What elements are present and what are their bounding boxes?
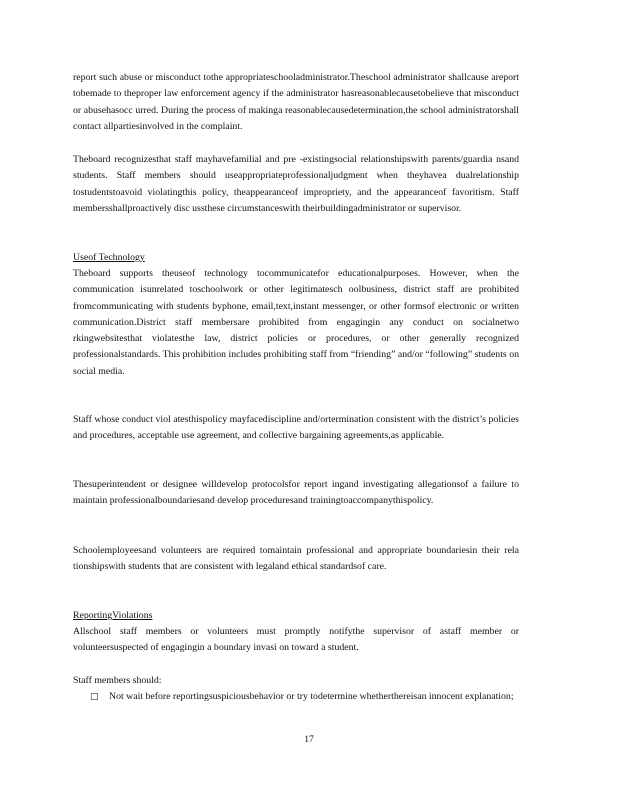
list-intro: Staff members should: — [73, 675, 162, 686]
paragraph-protocols: Thesuperintendent or designee willdevelop protocolsfor report ingand investigating allegationsof a failure to maintain professionalboundariesand develop proceduresand trainingtoaccompanythispolicy. — [73, 479, 519, 507]
paragraph-reporting-abuse: report such abuse or misconduct tothe appropriateschooladministrator.Theschool administrator shallcause areport tobemade to theproper law enforcement agency if the administrator hasreasonablecausetobelieve that misconduct or abusehasocc urred. During the process of makinga reasonablecausedetermination,the school administratorshall contact allpartiesinvolved in the complaint. — [73, 72, 519, 132]
list-item-text: Not wait before reportingsuspiciousbehavior or try todetermine whetherthereisan innocent explanation; — [109, 691, 514, 702]
paragraph-boundaries: Schoolemployeesand volunteers are required tomaintain professional and appropriate boundariesin their rela tionshipswith students that are consistent with legaland ethical standardsof care. — [73, 545, 519, 573]
section-heading-reporting — [73, 608, 519, 624]
paragraph-discipline: Staff whose conduct viol atesthispolicy mayfacediscipline and/ortermination consistent with the district’s policies and procedures, acceptable use agreement, and collective bargaining agreements,as applicable. — [73, 414, 519, 442]
heading-technology-text: Useof Technology — [73, 252, 145, 263]
page-number: 17 — [304, 735, 314, 745]
paragraph-relationships: Theboard recognizesthat staff mayhavefamilial and pre -existingsocial relationshipswith parents/guardia nsand students. Staff members should useappropriateprofessionaljudgment when theyhavea dualrelationship tostudentstoavoid violatingthis policy, theappearanceof impropriety, and the appearanceof favoritism. Staff membersshallproactively disc ussthese circumstanceswith theirbuildingadministrator or supervisor. — [73, 154, 519, 214]
paragraph-reporting: Allschool staff members or volunteers must promptly notifythe supervisor of astaff member or volunteersuspected of engagingin a boundary invasi on toward a student. — [73, 626, 519, 654]
box-bullet-icon: □ — [90, 692, 99, 702]
list-item — [90, 689, 520, 705]
section-heading-technology — [73, 250, 519, 266]
heading-reporting-text: ReportingViolations — [73, 610, 153, 621]
paragraph-technology: Theboard supports theuseof technology tocommunicatefor educationalpurposes. However, when the communication isunrelated toschoolwork or other legitimatesch oolbusiness, district staff are prohibited fromcommunicating with students byphone, email,text,instant messenger, or other formsof electronic or written communication.District staff membersare prohibited from engagingin any conduct on socialnetwo rkingwebsitesthat violatesthe law, district policies or procedures, or other generally recognized professionalstandards. This prohibition includes prohibiting staff from “friending” and/or “following” students on social media. — [73, 268, 519, 377]
